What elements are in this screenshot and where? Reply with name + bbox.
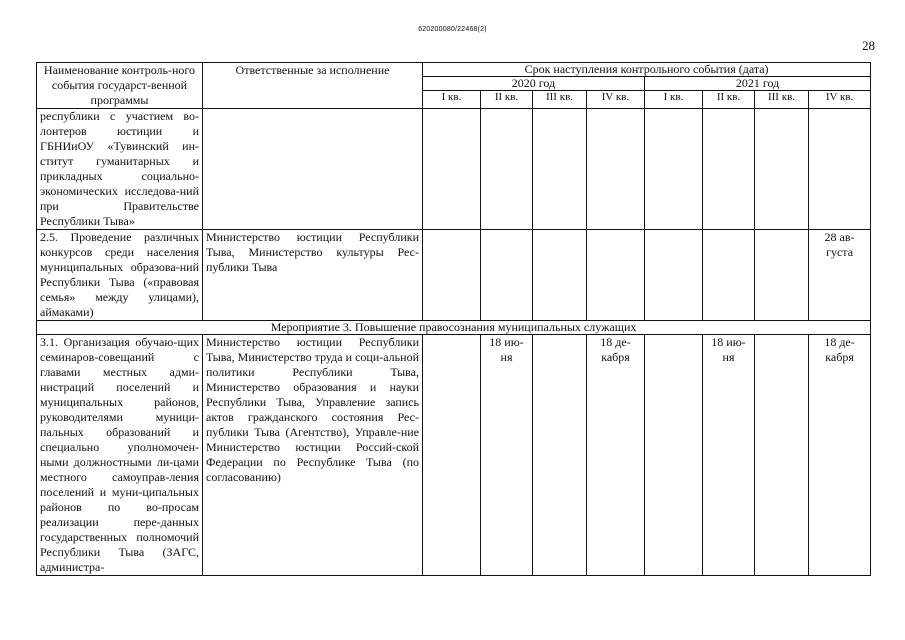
responsible-cell [203,109,423,230]
control-events-table [36,62,871,576]
date-cell [755,230,809,321]
year-header-2021: 2021 год [645,77,871,91]
date-cell [481,109,533,230]
quarter-header: IV кв. [587,91,645,109]
header-row-1 [37,63,871,77]
table-row [37,335,871,576]
date-cell: 18 ию-ня [703,335,755,576]
date-cell [587,230,645,321]
date-cell [587,109,645,230]
quarter-header: I кв. [645,91,703,109]
date-cell [423,230,481,321]
date-cell: 18 де-кабря [809,335,871,576]
responsible-cell: Министерство юстиции Республики Тыва, Министерство культуры Рес-публики Тыва [203,230,423,321]
table-row [37,109,871,230]
event-name-cell: республики с участием во-лонтеров юстиции и ГБНИиОУ «Тувинский ин-ститут гуманитарных и прикладных социально-экономических исследова-ний при Правительстве Республики Тыва» [37,109,203,230]
event-name-cell: 3.1. Организация обучаю-щих семинаров-совещаний с главами местных адми-нистраций поселений и муниципальных районов, руководителями муници-пальных образований и специально уполномочен-ными должностными ли-цами местного самоуправ-ления поселений и муни-ципальных районов по во-просам реализации пере-данных государственных полномочий Республики Тыва (ЗАГС, администра- [37,335,203,576]
document-id: 620200080/22468(2) [418,26,487,33]
date-cell [703,230,755,321]
date-cell [533,230,587,321]
date-cell [755,109,809,230]
date-cell [423,109,481,230]
date-cell [703,109,755,230]
year-header-2020: 2020 год [423,77,645,91]
quarter-header: III кв. [755,91,809,109]
quarter-header: II кв. [481,91,533,109]
section-row [37,321,871,335]
quarter-header: IV кв. [809,91,871,109]
date-cell [645,335,703,576]
date-cell [533,109,587,230]
date-cell [645,230,703,321]
table-row [37,230,871,321]
date-cell [645,109,703,230]
section-title: Мероприятие 3. Повышение правосознания муниципальных служащих [37,321,871,335]
date-cell [533,335,587,576]
responsible-cell: Министерство юстиции Республики Тыва, Министерство труда и соци-альной политики Республики Тыва, Министерство образования и науки Республики Тыва, Управление запись актов гражданского состояния Рес-публики Тыва (Агентство), Управле-ние Министерство юстиции Россий-ской Федерации по Республике Тыва (по согласованию) [203,335,423,576]
quarter-header: III кв. [533,91,587,109]
event-name-cell: 2.5. Проведение различных конкурсов среди населения муниципальных образова-ний Республики Тыва («правовая семья» между улицами), аймаками) [37,230,203,321]
date-cell: 28 ав-густа [809,230,871,321]
date-cell [481,230,533,321]
page-number: 28 [862,38,875,53]
quarter-header: I кв. [423,91,481,109]
column-header-deadline: Срок наступления контрольного события (дата) [423,63,871,77]
date-cell [423,335,481,576]
date-cell [809,109,871,230]
quarter-header: II кв. [703,91,755,109]
column-header-responsible: Ответственные за исполнение [203,63,423,109]
column-header-name: Наименование контроль-ного события государст-венной программы [37,63,203,109]
date-cell: 18 ию-ня [481,335,533,576]
date-cell [755,335,809,576]
date-cell: 18 де-кабря [587,335,645,576]
